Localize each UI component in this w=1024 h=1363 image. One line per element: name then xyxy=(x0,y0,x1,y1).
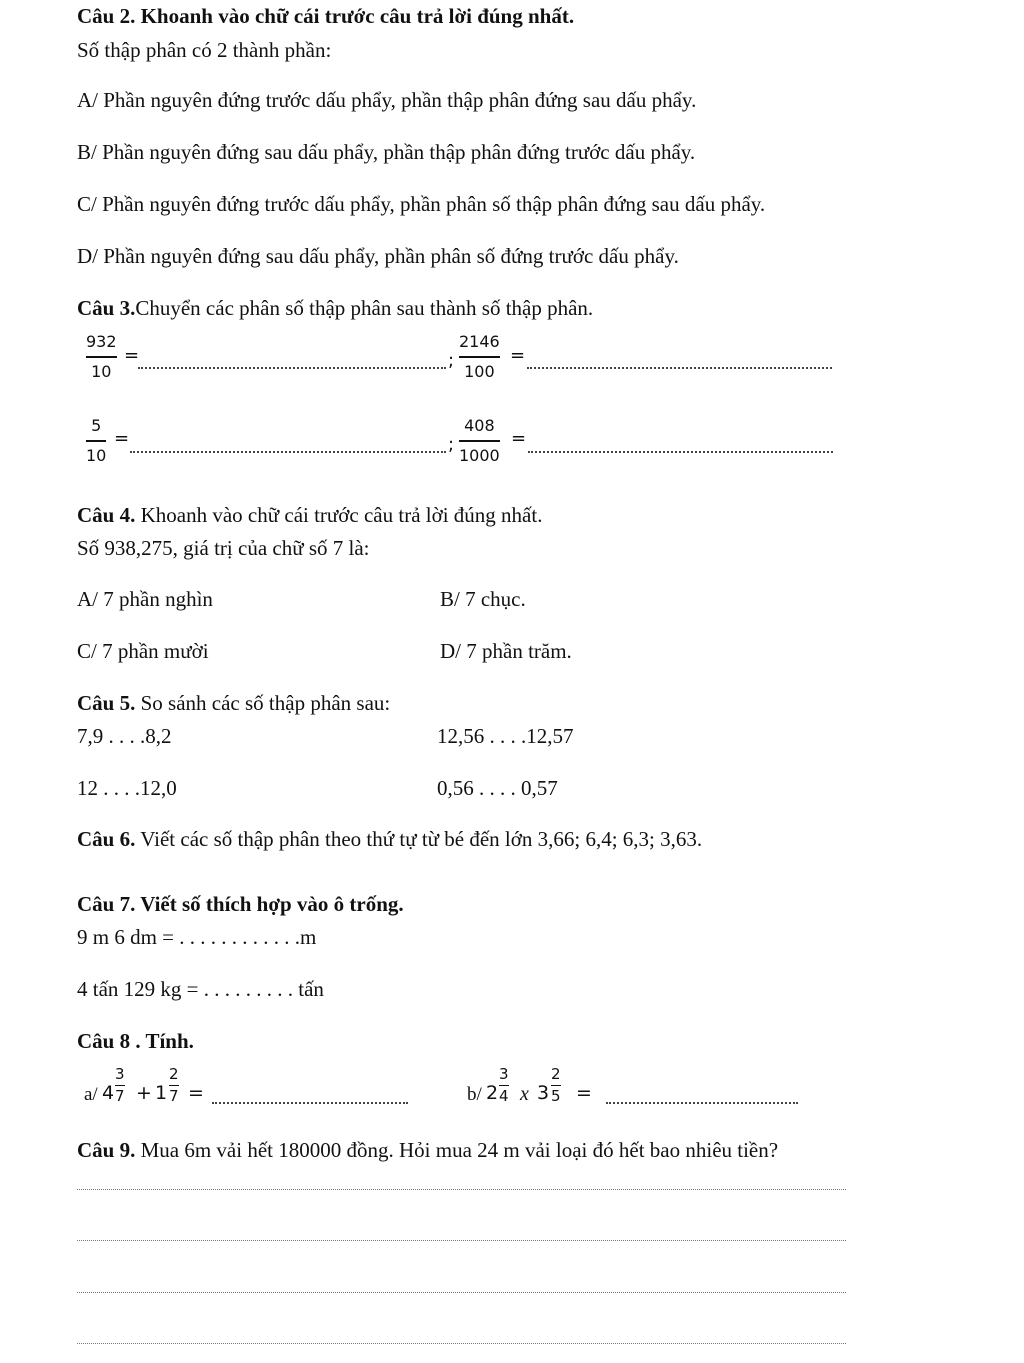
q7-title: Câu 7. Viết số thích hợp vào ô trống. xyxy=(77,892,404,916)
q4-title xyxy=(77,505,542,526)
q3-answer-blank-1[interactable] xyxy=(138,367,446,369)
q2-option-b[interactable]: B/ Phần nguyên đứng sau dấu phẩy, phần thập phân đứng trước dấu phẩy. xyxy=(77,140,696,164)
q6-title-label: Câu 6. xyxy=(77,827,136,851)
q6-title xyxy=(77,829,702,850)
q8-b-eq: = xyxy=(576,1082,592,1104)
q2-prompt: Số thập phân có 2 thành phần: xyxy=(77,38,332,62)
q9-answer-line-3[interactable] xyxy=(77,1292,846,1293)
q3-fraction-1-den: 10 xyxy=(91,361,112,381)
q8-b-fraction-1-den: 4 xyxy=(499,1087,509,1105)
q9-title-label: Câu 9. xyxy=(77,1138,136,1162)
q5-title xyxy=(77,693,390,714)
q9-answer-line-4[interactable] xyxy=(77,1343,846,1344)
q8-b-fraction-2 xyxy=(551,1067,561,1104)
q3-fraction-3 xyxy=(86,418,106,464)
fraction-bar xyxy=(459,356,500,358)
q8-b-answer-blank[interactable] xyxy=(606,1102,798,1104)
q3-fraction-3-den: 10 xyxy=(86,445,107,465)
q8-a-label: a/ xyxy=(84,1084,98,1105)
q8-a-whole-1: 4 xyxy=(102,1082,115,1104)
q3-fraction-2 xyxy=(459,334,500,380)
q3-eq-3: = xyxy=(114,428,130,449)
q8-b-label: b/ xyxy=(467,1084,482,1105)
q9-answer-line-1[interactable] xyxy=(77,1189,846,1190)
q9-title-text: Mua 6m vải hết 180000 đồng. Hỏi mua 24 m vải loại đó hết bao nhiêu tiền? xyxy=(135,1138,779,1162)
q3-eq-1: = xyxy=(124,345,140,366)
q4-title-label: Câu 4. xyxy=(77,503,136,527)
q9-answer-line-2[interactable] xyxy=(77,1240,846,1241)
q8-a-fraction-1-num: 3 xyxy=(115,1065,125,1083)
q8-b-times: x xyxy=(520,1083,529,1105)
q8-b-whole-1: 2 xyxy=(486,1082,499,1104)
fraction-bar xyxy=(115,1085,125,1086)
q8-a-answer-blank[interactable] xyxy=(212,1102,408,1104)
q8-title: Câu 8 . Tính. xyxy=(77,1029,194,1053)
q8-a-fraction-2-num: 2 xyxy=(169,1065,179,1083)
q2-title: Câu 2. Khoanh vào chữ cái trước câu trả lời đúng nhất. xyxy=(77,4,575,28)
q8-a-plus: + xyxy=(136,1082,152,1104)
q3-fraction-1-num: 932 xyxy=(86,332,117,351)
q2-option-a[interactable]: A/ Phần nguyên đứng trước dấu phẩy, phần thập phân đứng sau dấu phẩy. xyxy=(77,88,697,112)
q8-b-fraction-2-den: 5 xyxy=(551,1087,561,1105)
q8-a-fraction-2-den: 7 xyxy=(169,1087,179,1105)
fraction-bar xyxy=(86,440,106,442)
q3-fraction-4-den: 1000 xyxy=(459,445,500,465)
q7-item-1[interactable]: 9 m 6 dm = . . . . . . . . . . . .m xyxy=(77,925,317,949)
q5-title-label: Câu 5. xyxy=(77,691,136,715)
fraction-bar xyxy=(499,1085,509,1086)
q8-a-fraction-1-den: 7 xyxy=(115,1087,125,1105)
q3-fraction-3-num: 5 xyxy=(91,416,102,435)
q5-compare-1[interactable]: 7,9 . . . .8,2 xyxy=(77,724,172,748)
q3-title xyxy=(77,298,593,319)
q8-a-eq: = xyxy=(188,1082,204,1104)
q8-a-fraction-2 xyxy=(169,1067,179,1104)
q8-b-fraction-1 xyxy=(499,1067,509,1104)
fraction-bar xyxy=(459,440,500,442)
q2-option-d[interactable]: D/ Phần nguyên đứng sau dấu phẩy, phần phân số đứng trước dấu phẩy. xyxy=(77,244,679,268)
q3-title-label: Câu 3. xyxy=(77,296,136,320)
q7-item-2[interactable]: 4 tấn 129 kg = . . . . . . . . . tấn xyxy=(77,977,324,1001)
q9-title xyxy=(77,1140,778,1161)
q4-option-c[interactable]: C/ 7 phần mười xyxy=(77,639,209,663)
q3-fraction-2-den: 100 xyxy=(464,361,495,381)
q3-answer-blank-4[interactable] xyxy=(528,451,833,453)
fraction-bar xyxy=(169,1085,179,1086)
q3-fraction-4-num: 408 xyxy=(464,416,495,435)
q4-title-text: Khoanh vào chữ cái trước câu trả lời đúng nhất. xyxy=(135,503,543,527)
q3-sep-1: ; xyxy=(448,350,455,371)
q3-title-text: Chuyển các phân số thập phân sau thành số thập phân. xyxy=(135,296,594,320)
q5-compare-3[interactable]: 12 . . . .12,0 xyxy=(77,776,177,800)
q5-title-text: So sánh các số thập phân sau: xyxy=(135,691,391,715)
q4-option-a[interactable]: A/ 7 phần nghìn xyxy=(77,587,213,611)
q2-option-c[interactable]: C/ Phần nguyên đứng trước dấu phẩy, phần phân số thập phân đứng sau dấu phẩy. xyxy=(77,192,766,216)
q8-b-fraction-2-num: 2 xyxy=(551,1065,561,1083)
q8-b-whole-2: 3 xyxy=(537,1082,550,1104)
q3-sep-2: ; xyxy=(448,434,455,455)
q3-eq-4: = xyxy=(511,428,527,449)
q4-option-d[interactable]: D/ 7 phần trăm. xyxy=(440,639,572,663)
fraction-bar xyxy=(86,356,117,358)
q5-compare-4[interactable]: 0,56 . . . . 0,57 xyxy=(437,776,558,800)
q3-eq-2: = xyxy=(510,345,526,366)
q3-answer-blank-2[interactable] xyxy=(527,367,832,369)
q8-a-fraction-1 xyxy=(115,1067,125,1104)
q8-b-fraction-1-num: 3 xyxy=(499,1065,509,1083)
q6-title-text: Viết các số thập phân theo thứ tự từ bé đến lớn 3,66; 6,4; 6,3; 3,63. xyxy=(135,827,703,851)
q4-prompt: Số 938,275, giá trị của chữ số 7 là: xyxy=(77,536,370,560)
q3-fraction-4 xyxy=(459,418,500,464)
fraction-bar xyxy=(551,1085,561,1086)
q3-fraction-2-num: 2146 xyxy=(459,332,500,351)
q3-answer-blank-3[interactable] xyxy=(130,451,446,453)
q3-fraction-1 xyxy=(86,334,117,380)
q4-option-b[interactable]: B/ 7 chục. xyxy=(440,587,526,611)
q5-compare-2[interactable]: 12,56 . . . .12,57 xyxy=(437,724,574,748)
q8-a-whole-2: 1 xyxy=(155,1082,168,1104)
